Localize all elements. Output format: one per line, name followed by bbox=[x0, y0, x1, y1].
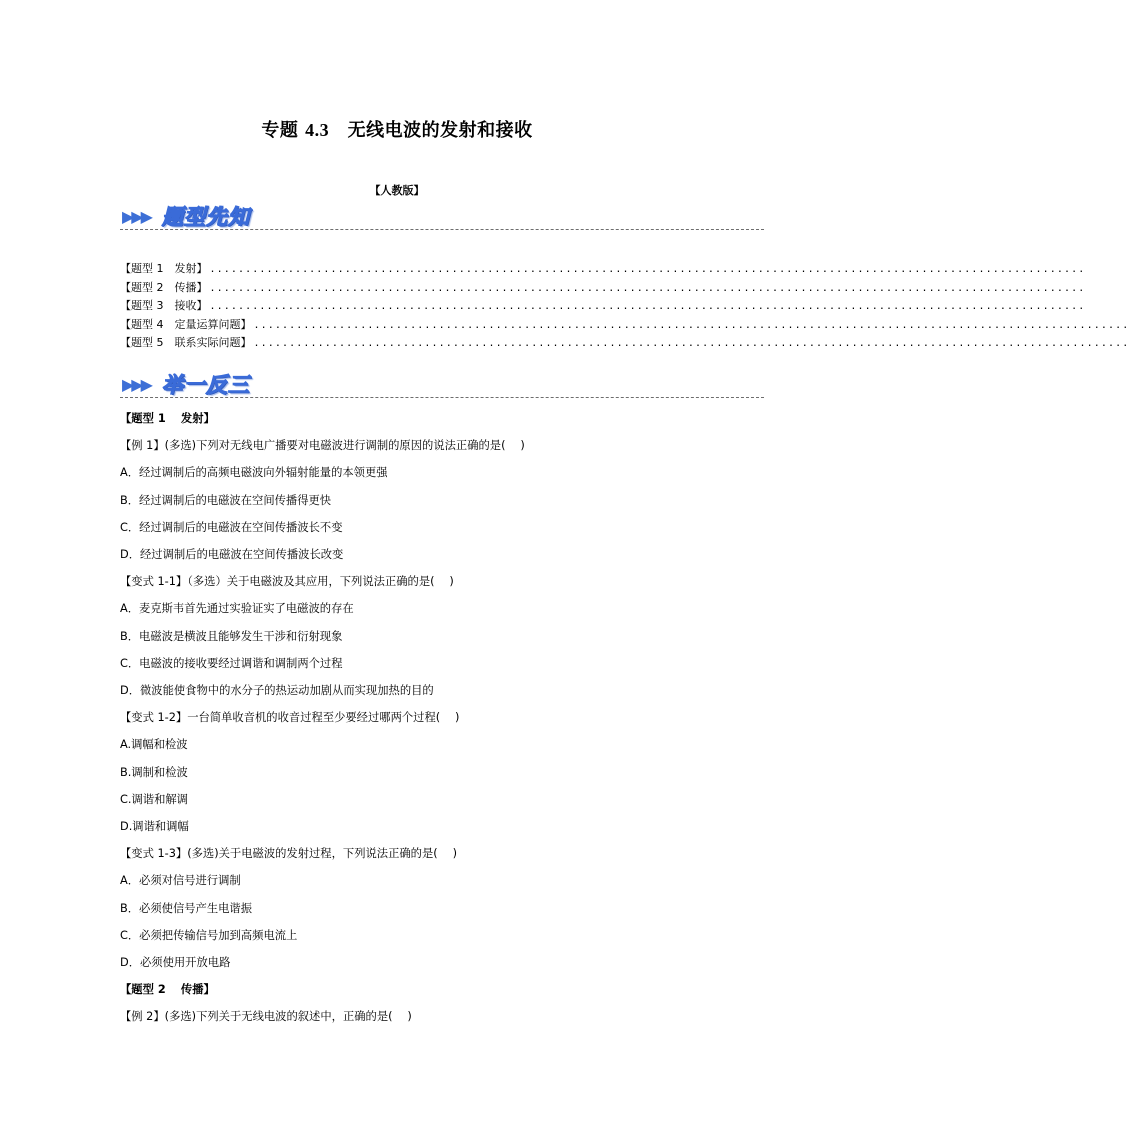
toc-entry[interactable] bbox=[120, 316, 1129, 335]
toc-leader-dots: ........................................................................................................................... bbox=[209, 282, 1086, 294]
question-line: B．经过调制后的电磁波在空间传播得更快 bbox=[120, 493, 332, 507]
question-line: D．微波能使食物中的水分子的热运动加剧从而实现加热的目的 bbox=[120, 684, 434, 697]
question-line: A.调幅和检波 bbox=[120, 738, 188, 752]
toc-entry-label: 【题型 3 接收】 bbox=[120, 299, 208, 313]
title-number: 4.3 bbox=[305, 120, 330, 140]
banner-title: 题型先知 bbox=[162, 205, 250, 229]
toc-entry-label: 【题型 4 定量运算问题】 bbox=[120, 317, 252, 331]
question-line: 【例 2】(多选)下列关于无线电波的叙述中，正确的是( ) bbox=[120, 1010, 412, 1024]
question-line: D．经过调制后的电磁波在空间传播波长改变 bbox=[120, 548, 344, 561]
triple-arrow-icon: ▶▶▶ bbox=[122, 207, 150, 226]
section-heading: 【题型 2 传播】 bbox=[120, 983, 215, 997]
title-prefix: 专题 bbox=[261, 120, 306, 141]
toc-entry-label: 【题型 2 传播】 bbox=[120, 280, 208, 294]
toc-leader-dots: ........................................................................................................................... bbox=[209, 301, 1086, 313]
question-line: B．必须使信号产生电谐振 bbox=[120, 901, 253, 915]
toc-leader-dots: ........................................................................................................................... bbox=[209, 264, 1086, 275]
question-line: A．必须对信号进行调制 bbox=[120, 874, 241, 888]
toc-entry[interactable] bbox=[120, 279, 1086, 298]
toc-entry[interactable] bbox=[120, 334, 1129, 353]
dashed-divider bbox=[120, 397, 764, 398]
toc-entry-label: 【题型 1 发射】 bbox=[120, 262, 208, 275]
toc-leader-dots: ........................................................................................................................... bbox=[253, 319, 1129, 331]
edition-label: 【人教版】 bbox=[369, 184, 425, 197]
question-line: B.调制和检波 bbox=[120, 765, 188, 779]
dashed-divider bbox=[120, 229, 764, 230]
question-line: C．经过调制后的电磁波在空间传播波长不变 bbox=[120, 520, 343, 534]
question-line: 【变式 1-2】一台简单收音机的收音过程至少要经过哪两个过程( ) bbox=[120, 711, 460, 725]
question-line: 【变式 1-3】(多选)关于电磁波的发射过程，下列说法正确的是( ) bbox=[120, 847, 457, 861]
toc-entry-label: 【题型 5 联系实际问题】 bbox=[120, 336, 252, 350]
question-line: C.调谐和解调 bbox=[120, 792, 188, 806]
question-line: C．电磁波的接收要经过调谐和调制两个过程 bbox=[120, 656, 343, 670]
title-text: 无线电波的发射和接收 bbox=[329, 120, 533, 141]
section-banner-preview bbox=[120, 200, 764, 230]
question-line: 【例 1】(多选)下列对无线电广播要对电磁波进行调制的原因的说法正确的是( ) bbox=[120, 439, 525, 453]
table-of-contents bbox=[120, 260, 1129, 353]
triple-arrow-icon: ▶▶▶ bbox=[122, 375, 150, 394]
question-line: A．经过调制后的高频电磁波向外辐射能量的本领更强 bbox=[120, 466, 388, 480]
page-title bbox=[0, 116, 794, 142]
question-line: B．电磁波是横波且能够发生干涉和衍射现象 bbox=[120, 629, 343, 643]
question-line: C．必须把传输信号加到高频电流上 bbox=[120, 928, 298, 942]
banner-title: 举一反三 bbox=[162, 373, 250, 397]
section-banner-examples bbox=[120, 368, 764, 398]
section-heading: 【题型 1 发射】 bbox=[120, 412, 215, 425]
toc-entry[interactable] bbox=[120, 297, 1086, 316]
toc-leader-dots: ........................................................................................................................... bbox=[253, 338, 1129, 350]
toc-entry[interactable] bbox=[120, 260, 1086, 279]
question-line: D．必须使用开放电路 bbox=[120, 956, 231, 969]
question-line: D.调谐和调幅 bbox=[120, 820, 189, 833]
question-line: 【变式 1-1】（多选）关于电磁波及其应用，下列说法正确的是( ) bbox=[120, 575, 454, 589]
question-line: A．麦克斯韦首先通过实验证实了电磁波的存在 bbox=[120, 602, 354, 616]
